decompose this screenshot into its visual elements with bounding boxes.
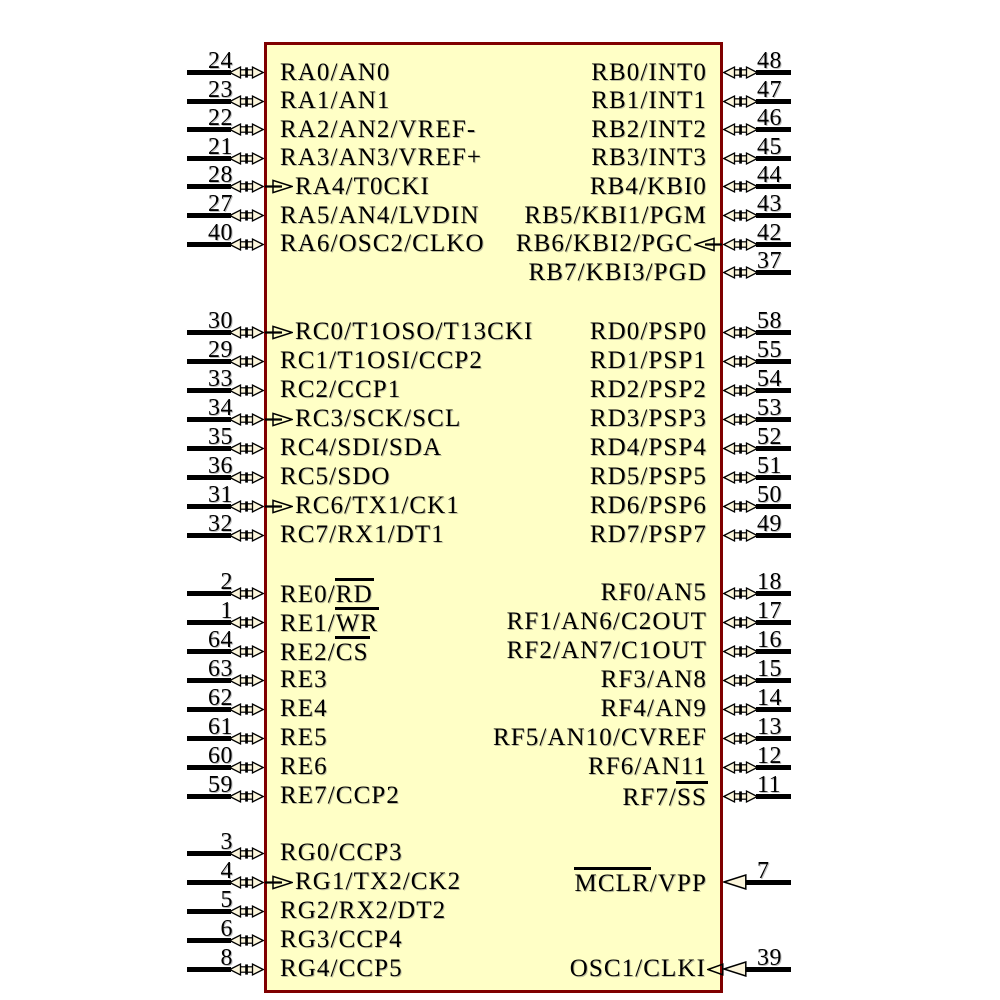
pin-label: RF7/SS xyxy=(623,781,707,811)
pin-number: 18 xyxy=(757,568,782,595)
pin-number: 55 xyxy=(757,336,782,363)
pin-number: 43 xyxy=(757,191,782,217)
pin-label: RE3 xyxy=(280,666,328,693)
pin-label: RF0/AN5 xyxy=(600,579,707,606)
pin-label: RG0/CCP3 xyxy=(280,839,403,866)
pin-number: 35 xyxy=(208,423,233,450)
pin-number: 51 xyxy=(757,452,782,479)
pin-label: RF6/AN11 xyxy=(587,753,707,780)
pin-number: 28 xyxy=(208,162,233,189)
pin-number: 62 xyxy=(208,684,233,711)
pin-number: 21 xyxy=(208,133,233,160)
pin-label: RB6/KBI2/PGC xyxy=(515,230,693,258)
overline-text: MCLR xyxy=(574,867,651,897)
pin-number: 30 xyxy=(208,307,233,334)
pin-number: 36 xyxy=(208,452,233,479)
pin-label: RB1/INT1 xyxy=(591,87,707,115)
pin-label: RC5/SDO xyxy=(280,463,391,490)
pin-number: 49 xyxy=(757,510,782,537)
pin-number: 59 xyxy=(208,771,233,798)
pin-label: RB5/KBI1/PGM xyxy=(524,201,707,229)
pin-label: RC3/SCK/SCL xyxy=(295,405,462,432)
pin-number: 48 xyxy=(757,48,782,74)
pin-number: 33 xyxy=(208,365,233,392)
pin-label: OSC1/CLKI xyxy=(569,955,706,982)
pin-number: 2 xyxy=(220,568,233,595)
pin-number: 24 xyxy=(208,48,233,74)
pin-number: 27 xyxy=(208,191,233,217)
pin-label: RG4/CCP5 xyxy=(280,955,403,982)
pin-label: RD4/PSP4 xyxy=(589,434,707,461)
pin-number: 23 xyxy=(208,76,233,103)
pin-label: RB2/INT2 xyxy=(591,115,707,143)
pin-number: 63 xyxy=(208,655,233,682)
pin-number: 60 xyxy=(208,742,233,769)
pin-label: RD3/PSP3 xyxy=(589,405,707,432)
overline-text: SS xyxy=(676,781,708,811)
pin-number: 8 xyxy=(220,944,233,971)
pin-number: 37 xyxy=(757,248,782,275)
pin-number: 6 xyxy=(220,915,233,942)
pin-number: 12 xyxy=(757,742,782,769)
pin-label: RE2/CS xyxy=(280,636,369,666)
pin-number: 42 xyxy=(757,219,782,246)
pin-number: 1 xyxy=(220,597,233,624)
pin-number: 29 xyxy=(208,336,233,363)
pin-number: 45 xyxy=(757,133,782,160)
overline-text: RD xyxy=(335,578,374,608)
pin-label: RA5/AN4/LVDIN xyxy=(280,201,480,229)
pin-label: RF2/AN7/C1OUT xyxy=(506,637,707,664)
pin-label: RA0/AN0 xyxy=(280,58,391,86)
pin-label: MCLR/VPP xyxy=(575,867,707,897)
pin-number: 47 xyxy=(757,76,782,103)
pin-number: 31 xyxy=(208,481,233,508)
pin-label: RA1/AN1 xyxy=(280,87,391,115)
pin-label: RD5/PSP5 xyxy=(589,463,707,490)
pin-number: 52 xyxy=(757,423,782,450)
pin-label: RG3/CCP4 xyxy=(280,926,403,953)
pin-number: 13 xyxy=(757,713,782,740)
pin-label: RB7/KBI3/PGD xyxy=(528,258,707,286)
pin-label: RE5 xyxy=(280,724,328,751)
pin-number: 53 xyxy=(757,394,782,421)
pin-label: RC6/TX1/CK1 xyxy=(295,492,460,519)
pin-number: 4 xyxy=(220,857,233,884)
pin-number: 5 xyxy=(220,886,233,913)
pin-label: RB0/INT0 xyxy=(591,58,707,86)
overline-text: WR xyxy=(335,607,379,637)
pin-number: 3 xyxy=(220,828,233,855)
pin-label: RE0/RD xyxy=(280,578,373,608)
pin-label: RB3/INT3 xyxy=(591,144,707,172)
overline-text: CS xyxy=(335,636,370,666)
pin-label: RC0/T1OSO/T13CKI xyxy=(295,318,534,345)
pin-number: 16 xyxy=(757,626,782,653)
pin-label: RD0/PSP0 xyxy=(589,318,707,345)
pin-number: 58 xyxy=(757,307,782,334)
pin-label: RF3/AN8 xyxy=(600,666,707,693)
pin-label: RE6 xyxy=(280,753,328,780)
pin-number: 22 xyxy=(208,105,233,132)
pin-number: 44 xyxy=(757,162,782,189)
pin-label: RE1/WR xyxy=(280,607,378,637)
pin-label: RD1/PSP1 xyxy=(589,347,707,374)
pin-number: 7 xyxy=(757,857,770,884)
pin-label: RC7/RX1/DT1 xyxy=(280,521,445,548)
pin-number: 39 xyxy=(757,944,782,971)
pin-label: RA2/AN2/VREF- xyxy=(280,115,477,143)
pin-number: 17 xyxy=(757,597,782,624)
pin-label: RF5/AN10/CVREF xyxy=(492,724,707,751)
pin-label: RC2/CCP1 xyxy=(280,376,402,403)
pin-label: RA3/AN3/VREF+ xyxy=(280,144,483,172)
pin-number: 14 xyxy=(757,684,782,711)
pin-label: RF1/AN6/C2OUT xyxy=(506,608,707,635)
pin-number: 34 xyxy=(208,394,233,421)
pin-number: 61 xyxy=(208,713,233,740)
pin-label: RE4 xyxy=(280,695,328,722)
pin-label: RD2/PSP2 xyxy=(589,376,707,403)
pin-label: RD6/PSP6 xyxy=(589,492,707,519)
pin-number: 11 xyxy=(757,771,782,798)
pin-number: 40 xyxy=(208,219,233,246)
pin-number: 50 xyxy=(757,481,782,508)
pin-label: RB4/KBI0 xyxy=(589,172,707,200)
pin-number: 32 xyxy=(208,510,233,537)
pin-number: 46 xyxy=(757,105,782,132)
pin-label: RD7/PSP7 xyxy=(589,521,707,548)
pin-number: 15 xyxy=(757,655,782,682)
pin-label: RC4/SDI/SDA xyxy=(280,434,443,461)
pin-label: RA4/T0CKI xyxy=(295,172,430,200)
pin-number: 64 xyxy=(208,626,233,653)
pin-label: RG2/RX2/DT2 xyxy=(280,897,447,924)
pin-number: 54 xyxy=(757,365,782,392)
pin-label: RG1/TX2/CK2 xyxy=(295,868,462,895)
pin-label: RA6/OSC2/CLKO xyxy=(280,230,485,258)
pin-label: RF4/AN9 xyxy=(600,695,707,722)
pin-label: RC1/T1OSI/CCP2 xyxy=(280,347,483,374)
pin-label: RE7/CCP2 xyxy=(280,782,400,809)
